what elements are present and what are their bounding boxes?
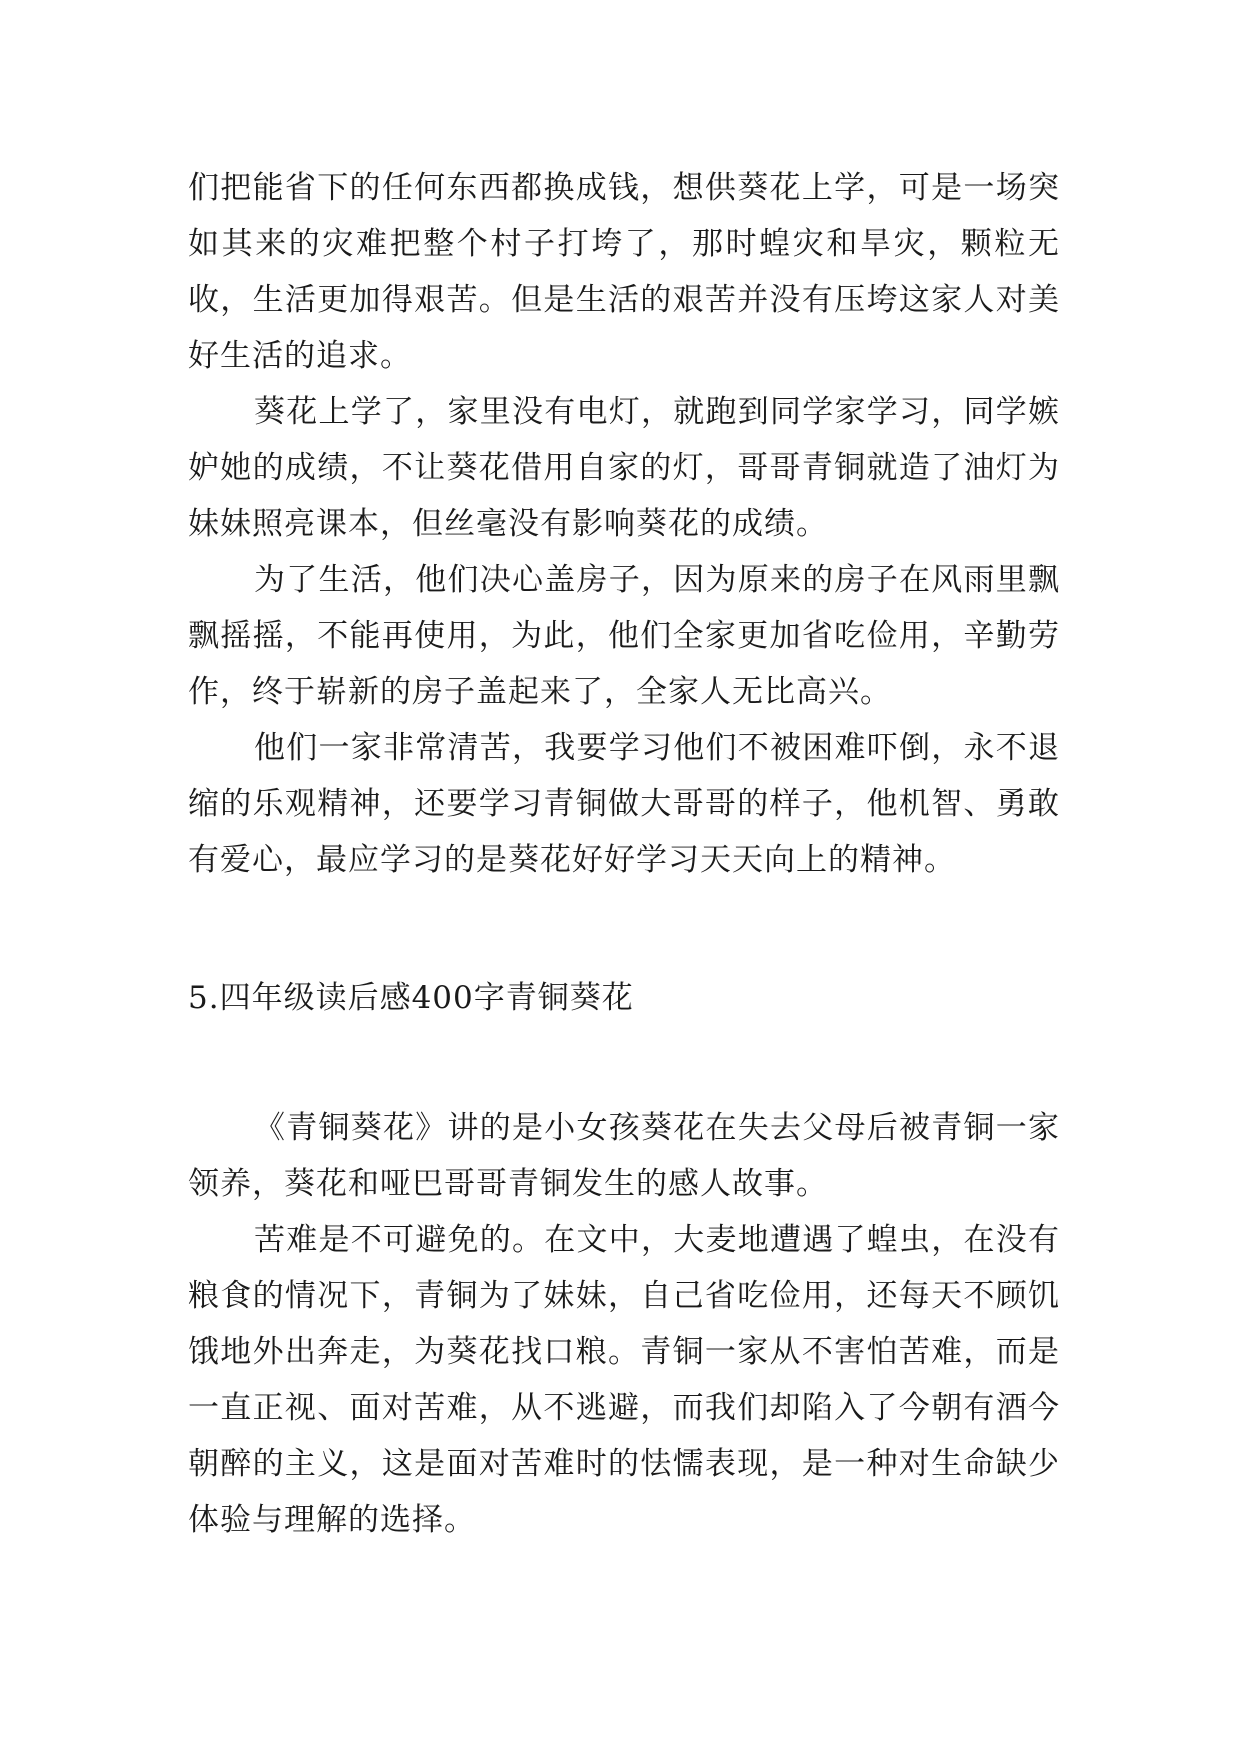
paragraph: 为了生活，他们决心盖房子，因为原来的房子在风雨里飘飘摇摇，不能再使用，为此，他们全家更加省吃俭用，辛勤劳作，终于崭新的房子盖起来了，全家人无比高兴。 bbox=[188, 562, 1060, 710]
paragraph: 们把能省下的任何东西都换成钱，想供葵花上学，可是一场突如其来的灾难把整个村子打垮了，那时蝗灾和旱灾，颗粒无收，生活更加得艰苦。但是生活的艰苦并没有压垮这家人对美好生活的追求。 bbox=[188, 170, 1060, 374]
essay-section-5 bbox=[188, 1100, 1060, 1548]
essay-continuation bbox=[188, 160, 1060, 888]
paragraph: 《青铜葵花》讲的是小女孩葵花在失去父母后被青铜一家领养，葵花和哑巴哥哥青铜发生的感人故事。 bbox=[188, 1110, 1060, 1202]
paragraph: 苦难是不可避免的。在文中，大麦地遭遇了蝗虫，在没有粮食的情况下，青铜为了妹妹，自己省吃俭用，还每天不顾饥饿地外出奔走，为葵花找口粮。青铜一家从不害怕苦难，而是一直正视、面对苦难，从不逃避，而我们却陷入了今朝有酒今朝醉的主义，这是面对苦难时的怯懦表现，是一种对生命缺少体验与理解的选择。 bbox=[188, 1222, 1060, 1538]
paragraph: 葵花上学了，家里没有电灯，就跑到同学家学习，同学嫉妒她的成绩，不让葵花借用自家的灯，哥哥青铜就造了油灯为妹妹照亮课本，但丝毫没有影响葵花的成绩。 bbox=[188, 394, 1060, 542]
section-heading: 5.四年级读后感400字青铜葵花 bbox=[188, 980, 634, 1016]
paragraph: 他们一家非常清苦，我要学习他们不被困难吓倒，永不退缩的乐观精神，还要学习青铜做大哥哥的样子，他机智、勇敢有爱心，最应学习的是葵花好好学习天天向上的精神。 bbox=[188, 730, 1060, 878]
